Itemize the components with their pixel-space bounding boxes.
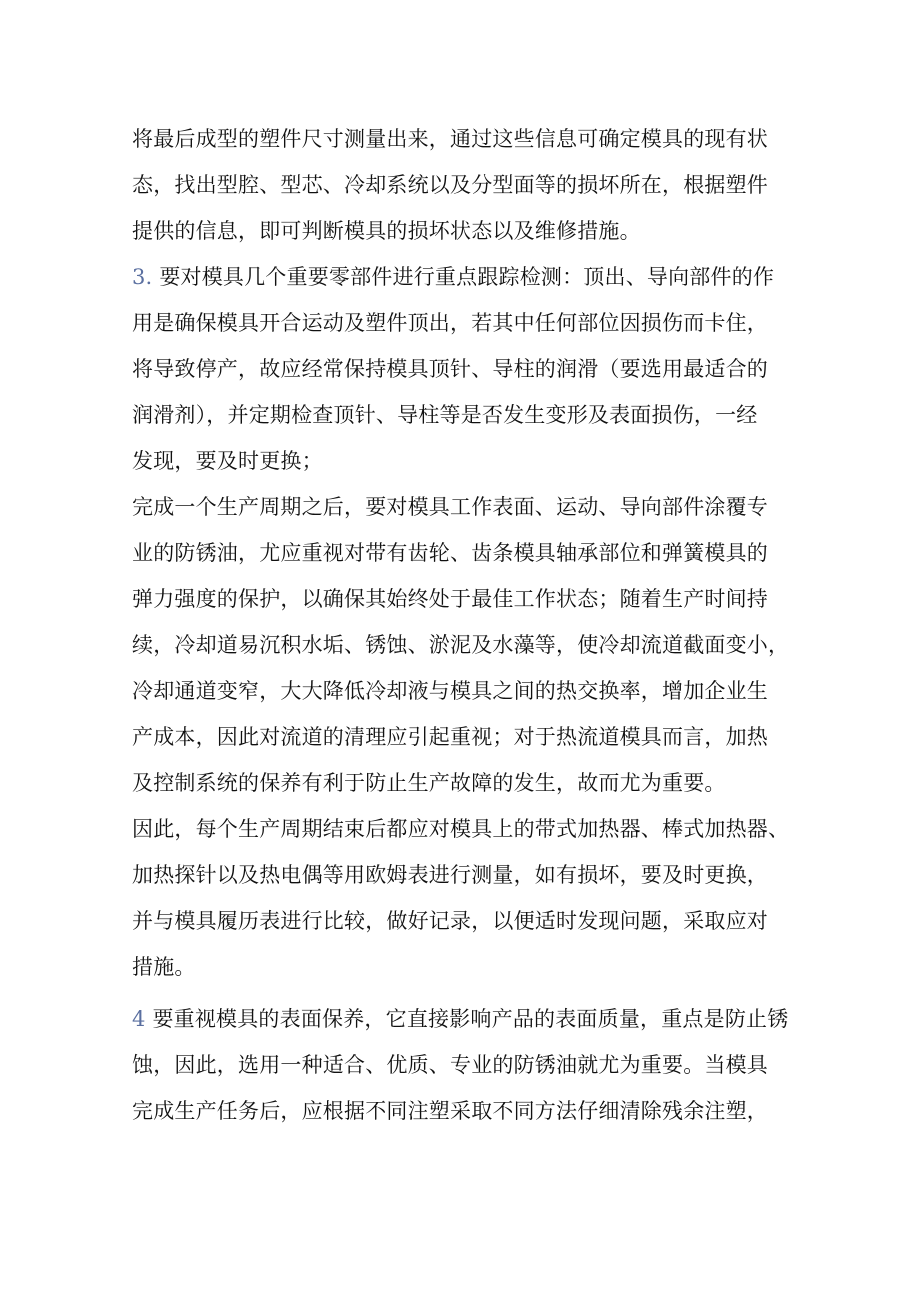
paragraph-2-line-1 (132, 254, 812, 300)
paragraph-3-line-2: 业的防锈油，尤应重视对带有齿轮、齿条模具轴承部位和弹簧模具的 (132, 541, 768, 565)
paragraph-2-line-4: 润滑剂），并定期检查顶针、导柱等是否发生变形及表面损伤，一经 (132, 403, 758, 427)
paragraph-5-line-3: 完成生产任务后，应根据不同注塑采取不同方法仔细清除残余注塑， (132, 1099, 768, 1123)
paragraph-5-line-1 (132, 996, 812, 1042)
paragraph-4-line-2: 加热探针以及热电偶等用欧姆表进行测量，如有损坏，要及时更换， (132, 863, 768, 887)
paragraph-5-line-2: 蚀，因此，选用一种适合、优质、专业的防锈油就尤为重要。当模具 (132, 1053, 768, 1077)
paragraph-2-line-5: 发现，要及时更换； (132, 449, 323, 473)
document-body (132, 116, 812, 1134)
paragraph-2-line-3: 将导致停产，故应经常保持模具顶针、导柱的润滑（要选用最适合的 (132, 357, 768, 381)
paragraph-3-line-1: 完成一个生产周期之后，要对模具工作表面、运动、导向部件涂覆专 (132, 495, 768, 519)
paragraph-5-line-1-text: 要重视模具的表面保养，它直接影响产品的表面质量，重点是防止锈 (145, 1007, 789, 1031)
paragraph-3-line-6: 产成本，因此对流道的清理应引起重视；对于热流道模具而言，加热 (132, 725, 768, 749)
paragraph-3-line-7: 及控制系统的保养有利于防止生产故障的发生，故而尤为重要。 (132, 771, 726, 795)
paragraph-3-line-5: 冷却通道变窄，大大降低冷却液与模具之间的热交换率，增加企业生 (132, 679, 768, 703)
paragraph-1-line-2: 态，找出型腔、型芯、冷却系统以及分型面等的损坏所在，根据塑件 (132, 173, 768, 197)
paragraph-4-line-1: 因此，每个生产周期结束后都应对模具上的带式加热器、棒式加热器、 (132, 817, 790, 841)
paragraph-1-line-3: 提供的信息，即可判断模具的损坏状态以及维修措施。 (132, 219, 641, 243)
paragraph-2-line-2: 用是确保模具开合运动及塑件顶出，若其中任何部位因损伤而卡住， (132, 311, 768, 335)
item-number-4: 4 (132, 1007, 146, 1031)
paragraph-4-line-3: 并与模具履历表进行比较，做好记录，以便适时发现问题，采取应对 (132, 909, 768, 933)
item-number-3: 3. (132, 265, 153, 289)
paragraph-1-line-1: 将最后成型的塑件尺寸测量出来，通过这些信息可确定模具的现有状 (132, 127, 768, 151)
paragraph-3-line-3: 弹力强度的保护，以确保其始终处于最佳工作状态；随着生产时间持 (132, 587, 768, 611)
paragraph-3-line-4: 续，冷却道易沉积水垢、锈蚀、淤泥及水藻等，使冷却流道截面变小， (132, 633, 790, 657)
paragraph-4-line-4: 措施。 (132, 955, 196, 979)
paragraph-2-line-1-text: 要对模具几个重要零部件进行重点跟踪检测：顶出、导向部件的作 (152, 265, 775, 289)
